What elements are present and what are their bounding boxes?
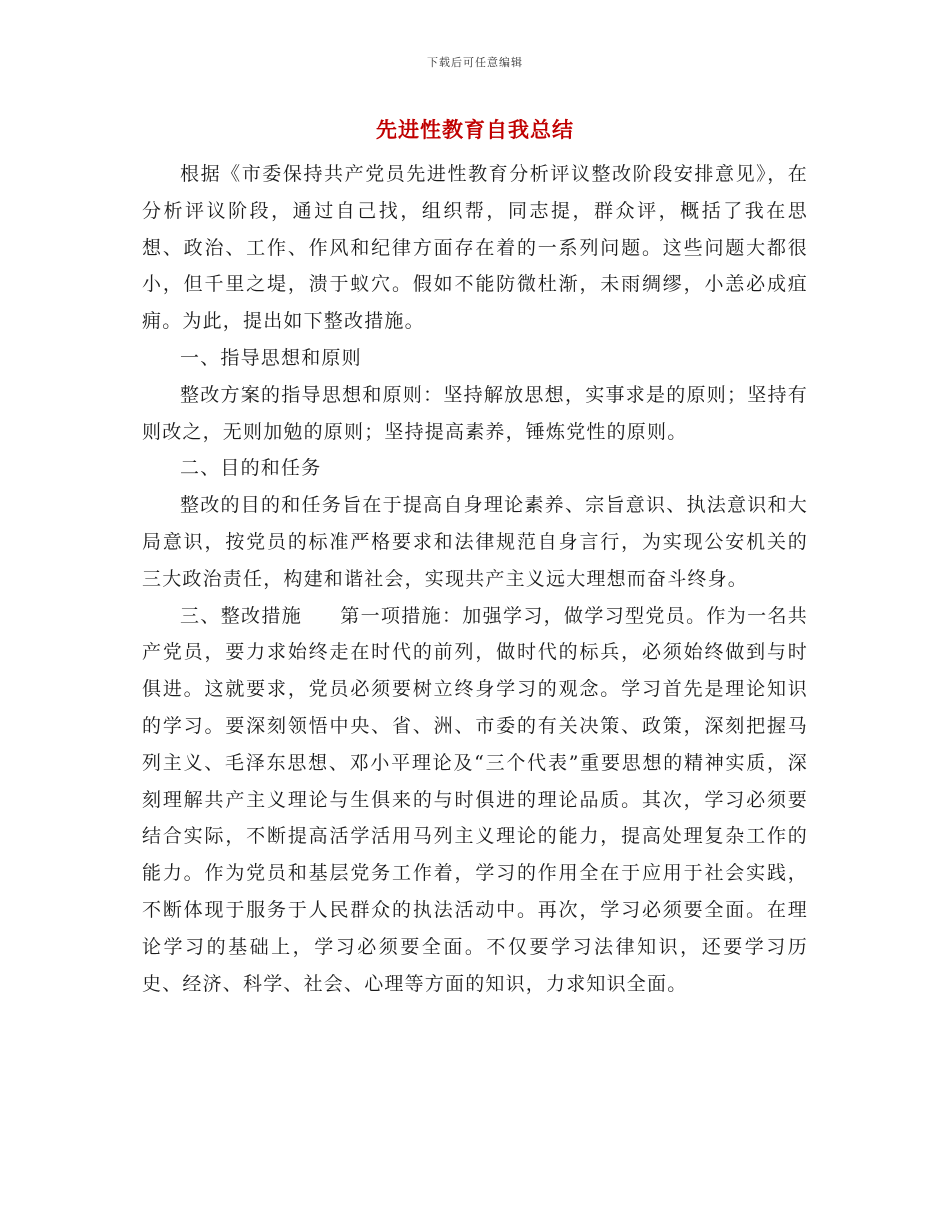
section-2-heading: 二、目的和任务 bbox=[180, 457, 322, 480]
section-3-paragraph bbox=[142, 598, 808, 1003]
section-2-paragraph: 整改的目的和任务旨在于提高自身理论素养、宗旨意识、执法意识和大局意识，按党员的标准严格要求和法律规范自身言行，为实现公安机关的三大政治责任，构建和谐社会，实现共产主义远大理想而奋斗终身。 bbox=[142, 494, 808, 590]
section-3-heading: 三、整改措施 bbox=[180, 604, 303, 627]
section-3-body: 第一项措施：加强学习，做学习型党员。作为一名共产党员，要力求始终走在时代的前列，做时代的标兵，必须始终做到与时俱进。这就要求，党员必须要树立终身学习的观念。学习首先是理论知识的学习。要深刻领悟中央、省、洲、市委的有关决策、政策，深刻把握马列主义、毛泽东思想、邓小平理论及“三个代表”重要思想的精神实质，深刻理解共产主义理论与生俱来的与时俱进的理论品质。其次，学习必须要结合实际，不断提高活学活用马列主义理论的能力，提高处理复杂工作的能力。作为党员和基层党务工作着，学习的作用全在于应用于社会实践，不断体现于服务于人民群众的执法活动中。再次，学习必须要全面。在理论学习的基础上，学习必须要全面。不仅要学习法律知识，还要学习历史、经济、科学、社会、心理等方面的知识，力求知识全面。 bbox=[142, 604, 809, 995]
section-1-heading: 一、指导思想和原则 bbox=[180, 346, 362, 369]
header-note: 下载后可任意编辑 bbox=[427, 56, 523, 69]
page-title: 先进性教育自我总结 bbox=[376, 118, 574, 142]
intro-paragraph: 根据《市委保持共产党员先进性教育分析评议整改阶段安排意见》，在分析评议阶段，通过自己找，组织帮，同志提，群众评，概括了我在思想、政治、工作、作风和纪律方面存在着的一系列问题。这些问题大都很小，但千里之堤，溃于蚁穴。假如不能防微杜渐，未雨绸缪，小恙必成疽痈。为此，提出如下整改措施。 bbox=[142, 163, 808, 333]
document-body bbox=[142, 156, 808, 1002]
section-1-paragraph: 整改方案的指导思想和原则：坚持解放思想，实事求是的原则；坚持有则改之，无则加勉的原则；坚持提高素养，锤炼党性的原则。 bbox=[142, 383, 808, 443]
